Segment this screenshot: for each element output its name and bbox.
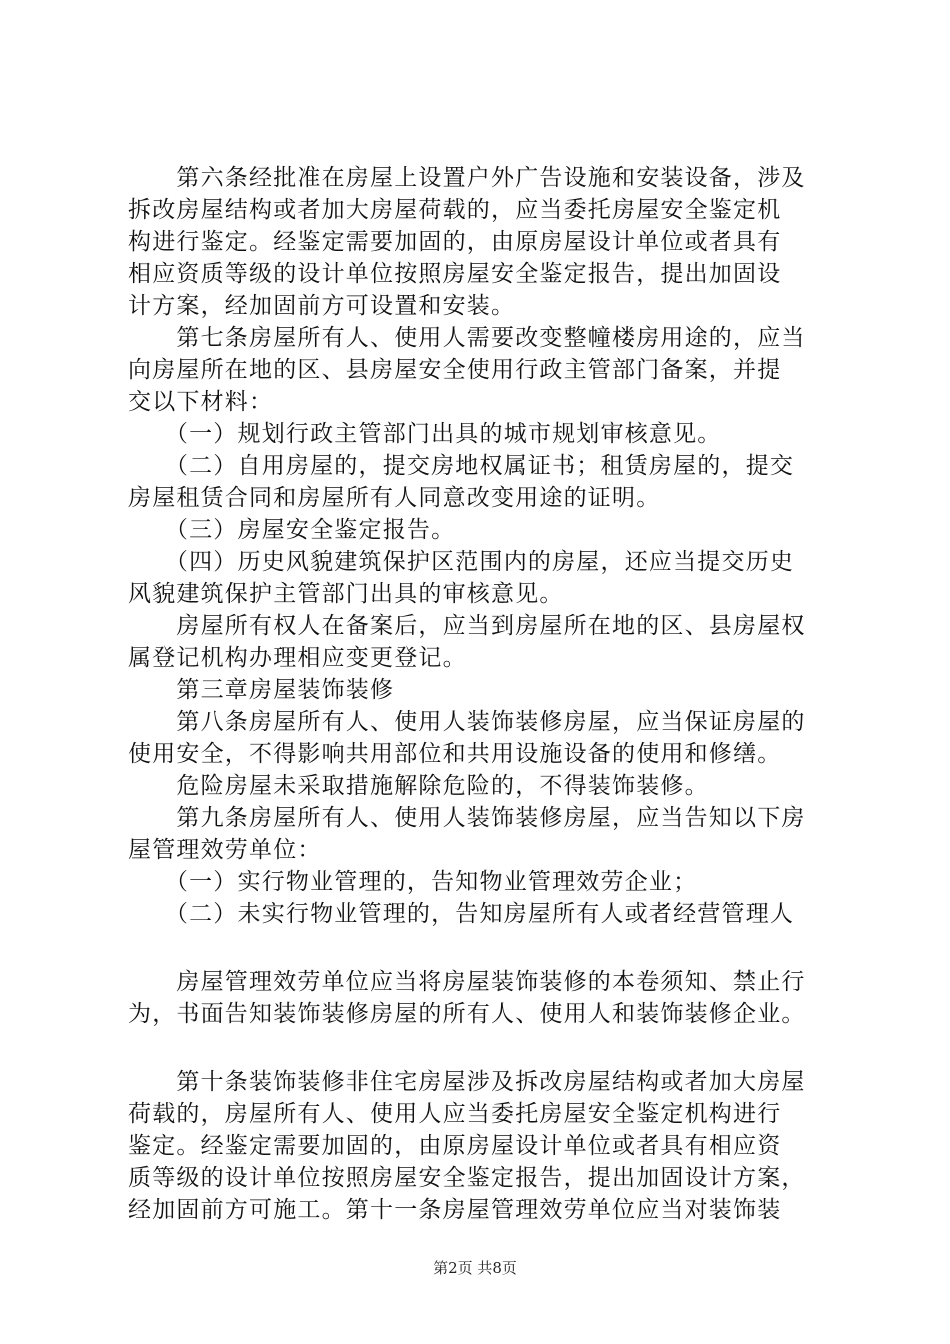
body-line: 计方案，经加固前方可设置和安装。 [128,293,516,319]
body-line: 使用安全，不得影响共用部位和共用设施设备的使用和修缮。 [128,741,782,767]
body-line: 风貌建筑保护主管部门出具的审核意见。 [128,581,564,607]
body-line: 鉴定。经鉴定需要加固的，由原房屋设计单位或者具有相应资 [128,1133,782,1159]
body-line: 第六条经批准在房屋上设置户外广告设施和安装设备，涉及 [128,165,806,191]
body-line: 属登记机构办理相应变更登记。 [128,645,467,671]
body-line: 第八条房屋所有人、使用人装饰装修房屋，应当保证房屋的 [128,709,806,735]
body-line: 第七条房屋所有人、使用人需要改变整幢楼房用途的，应当 [128,325,806,351]
body-line: （四）历史风貌建筑保护区范围内的房屋，还应当提交历史 [128,549,795,575]
body-line: 交以下材料： [128,389,274,415]
body-line: （二）未实行物业管理的，告知房屋所有人或者经营管理人 [128,901,795,927]
body-line: 第九条房屋所有人、使用人装饰装修房屋，应当告知以下房 [128,805,806,831]
body-line: 屋管理效劳单位： [128,837,322,863]
chapter-heading: 第三章房屋装饰装修 [128,677,395,703]
page-number-footer: 第2页 共8页 [433,1259,517,1277]
body-line: 房屋所有权人在备案后，应当到房屋所在地的区、县房屋权 [128,613,806,639]
body-line: （二）自用房屋的，提交房地权属证书；租赁房屋的，提交 [128,453,795,479]
body-line: 相应资质等级的设计单位按照房屋安全鉴定报告，提出加固设 [128,261,782,287]
body-line: （一）规划行政主管部门出具的城市规划审核意见。 [128,421,722,447]
body-line: 为，书面告知装饰装修房屋的所有人、使用人和装饰装修企业。 [128,1001,806,1027]
body-line: 房屋管理效劳单位应当将房屋装饰装修的本卷须知、禁止行 [128,969,806,995]
body-line: 拆改房屋结构或者加大房屋荷载的，应当委托房屋安全鉴定机 [128,197,782,223]
body-line: 经加固前方可施工。第十一条房屋管理效劳单位应当对装饰装 [128,1197,782,1223]
body-line: （一）实行物业管理的，告知物业管理效劳企业； [128,869,698,895]
body-line: 危险房屋未采取措施解除危险的，不得装饰装修。 [128,773,709,799]
body-line: 向房屋所在地的区、县房屋安全使用行政主管部门备案，并提 [128,357,782,383]
body-line: 质等级的设计单位按照房屋安全鉴定报告，提出加固设计方案， [128,1165,806,1191]
body-line: （三）房屋安全鉴定报告。 [128,517,456,543]
body-line: 荷载的，房屋所有人、使用人应当委托房屋安全鉴定机构进行 [128,1101,782,1127]
body-line: 房屋租赁合同和房屋所有人同意改变用途的证明。 [128,485,661,511]
body-line: 构进行鉴定。经鉴定需要加固的，由原房屋设计单位或者具有 [128,229,782,255]
body-line: 第十条装饰装修非住宅房屋涉及拆改房屋结构或者加大房屋 [128,1069,806,1095]
